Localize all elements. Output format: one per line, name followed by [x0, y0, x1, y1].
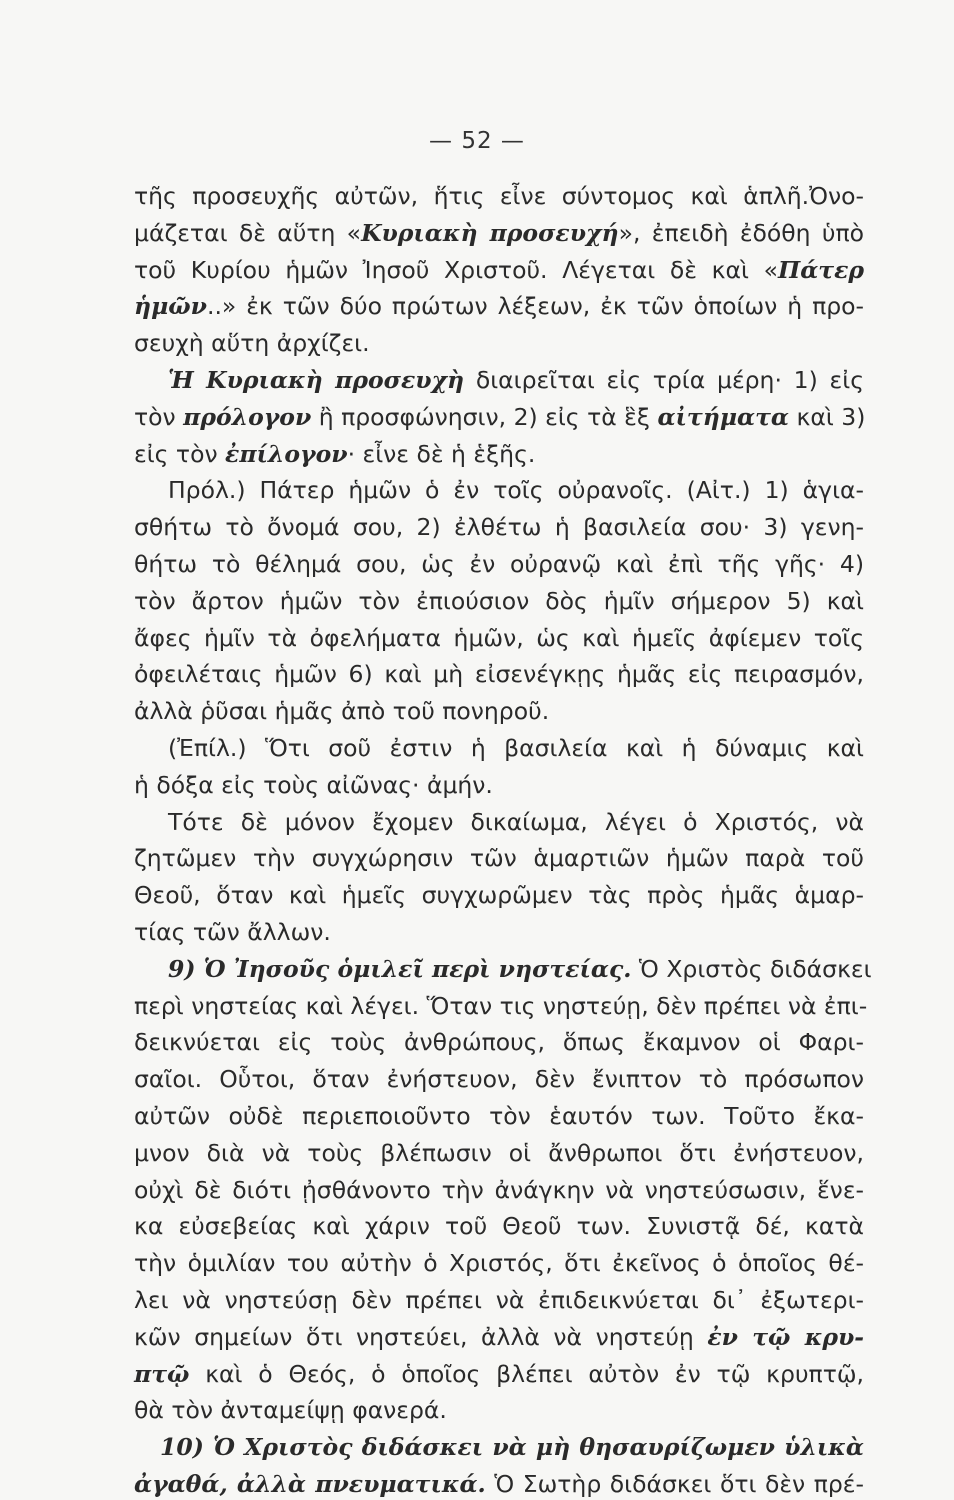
text-run: λει νὰ νηστεύσῃ δὲν πρέπει νὰ ἐπιδεικνύεται δι᾽ ἐξωτερι-: [134, 1285, 864, 1314]
text-run: τῆς προσευχῆς αὐτῶν, ἥτις εἶνε σύντομος καὶ ἁπλῆ.Ὀνο-: [134, 182, 864, 210]
text-line: [134, 767, 864, 804]
text-run: σαῖοι. Οὗτοι, ὅταν ἐνήστευον, δὲν ἔνιπτον τὸ πρόσωπον: [134, 1065, 864, 1094]
text-run: Τότε δὲ μόνον ἔχομεν δικαίωμα, λέγει ὁ Χριστός, νὰ: [168, 807, 864, 836]
text-line: [134, 1135, 864, 1172]
text-line: [134, 840, 864, 877]
italic-term: Πάτερ: [777, 255, 864, 284]
text-line: [134, 399, 864, 436]
text-run: ζητῶμεν τὴν συγχώρησιν τῶν ἁμαρτιῶν ἡμῶν παρὰ τοῦ: [134, 844, 864, 873]
text-run: καὶ 3): [789, 402, 866, 431]
italic-term: Κυριακὴ προσευχή: [361, 218, 619, 247]
text-line: [134, 1208, 864, 1245]
text-line: [134, 583, 864, 620]
text-run: οὐχὶ δὲ διότι ᾐσθάνοντο τὴν ἀνάγκην νὰ νηστεύσωσιν, ἕνε-: [134, 1175, 864, 1204]
text-run: σθήτω τὸ ὄνομά σου, 2) ἐλθέτω ἡ βασιλεία σου· 3) γενη-: [134, 513, 864, 542]
text-line: [134, 546, 864, 583]
text-run: μνον διὰ νὰ τοὺς βλέπωσιν οἱ ἄνθρωποι ὅτι ἐνήστευον,: [134, 1138, 864, 1167]
text-run: διαιρεῖται εἰς τρία μέρη· 1) εἰς: [464, 365, 864, 394]
text-run: ἀλλὰ ῥῦσαι ἡμᾶς ἀπὸ τοῦ πονηροῦ.: [134, 697, 550, 726]
text-run: αὐτῶν οὐδὲ περιεποιοῦντο τὸν ἑαυτόν των. Τοῦτο ἔκα-: [134, 1101, 864, 1130]
text-line: [134, 988, 868, 1025]
text-run: », ἐπειδὴ ἐδόθη ὑπὸ: [618, 218, 864, 247]
text-run: ἡ δόξα εἰς τοὺς αἰῶνας· ἀμήν.: [134, 770, 493, 799]
text-line: [134, 620, 864, 657]
text-run: τοῦ Κυρίου ἡμῶν Ἰησοῦ Χριστοῦ. Λέγεται δὲ καὶ «: [134, 255, 778, 284]
text-line: [134, 951, 872, 988]
text-line: [134, 1319, 864, 1356]
text-run: καὶ ὁ Θεός, ὁ ὁποῖος βλέπει αὐτὸν ἐν τῷ κρυπτῷ,: [189, 1359, 864, 1388]
body-text: [134, 178, 872, 1500]
text-run: σευχὴ αὕτη ἀρχίζει.: [134, 329, 370, 358]
text-run: τὸν: [134, 402, 184, 431]
italic-term: πτῷ: [134, 1359, 190, 1388]
text-line: [134, 1172, 864, 1209]
text-line: [134, 1245, 864, 1282]
text-run: ἄφες ἡμῖν τὰ ὀφελήματα ἡμῶν, ὡς καὶ ἡμεῖς ἀφίεμεν τοῖς: [134, 623, 864, 652]
italic-term: ἡμῶν: [134, 292, 207, 321]
text-line: [134, 656, 864, 693]
text-run: εἰς τὸν: [134, 439, 226, 468]
text-line: [134, 1098, 864, 1135]
text-line: [134, 1429, 864, 1466]
text-run: κῶν σημείων ὅτι νηστεύει, ἀλλὰ νὰ νηστεύῃ: [134, 1322, 708, 1351]
page-number: — 52 —: [429, 128, 525, 154]
text-run: Ὁ Σωτὴρ διδάσκει ὅτι δὲν πρέ-: [485, 1469, 864, 1498]
text-line: [134, 472, 864, 509]
italic-term: πρόλογον: [183, 402, 312, 431]
text-line: [134, 215, 864, 252]
text-line: [134, 288, 864, 325]
text-run: Θεοῦ, ὅταν καὶ ἡμεῖς συγχωρῶμεν τὰς πρὸς ἡμᾶς ἁμαρ-: [134, 881, 864, 910]
text-run: Ὁ Χριστὸς διδάσκει: [631, 954, 872, 983]
text-line: [134, 730, 864, 767]
italic-term: 10) Ὁ Χριστὸς διδάσκει νὰ μὴ θησαυρίζωμεν ὑλικὰ: [160, 1433, 864, 1462]
text-run: θὰ τὸν ἀνταμείψῃ φανερά.: [134, 1396, 447, 1425]
text-line: [134, 509, 864, 546]
text-line: [134, 252, 864, 289]
italic-term: αἰτήματα: [657, 402, 790, 431]
text-line: [134, 436, 864, 473]
text-line: [134, 362, 864, 399]
italic-term: ἐν τῷ κρυ-: [707, 1322, 865, 1351]
text-line: [134, 325, 864, 362]
text-run: τίας τῶν ἄλλων.: [134, 917, 331, 946]
text-run: ..» ἐκ τῶν δύο πρώτων λέξεων, ἐκ τῶν ὁποίων ἡ προ-: [206, 292, 864, 321]
text-line: [134, 877, 864, 914]
text-line: [134, 1356, 864, 1393]
text-line: [134, 1466, 864, 1500]
text-line: [134, 178, 864, 215]
text-line: [134, 914, 864, 951]
text-run: κα εὐσεβείας καὶ χάριν τοῦ Θεοῦ των. Συνιστᾷ δέ, κατὰ: [134, 1212, 864, 1241]
italic-term: Ἡ Κυριακὴ προσευχὴ: [168, 365, 465, 394]
text-line: [134, 1282, 864, 1319]
italic-term: 9) Ὁ Ἰησοῦς ὁμιλεῖ περὶ νηστείας.: [168, 954, 632, 983]
text-line: [134, 1392, 864, 1429]
italic-term: ἐπίλογον: [225, 439, 348, 468]
text-run: Πρόλ.) Πάτερ ἡμῶν ὁ ἐν τοῖς οὐρανοῖς. (Αἰτ.) 1) ἁγια-: [168, 476, 864, 505]
text-line: [134, 1024, 864, 1061]
text-run: δεικνύεται εἰς τοὺς ἀνθρώπους, ὅπως ἔκαμνον οἱ Φαρι-: [134, 1028, 864, 1057]
text-run: ἢ προσφώνησιν, 2) εἰς τὰ ἓξ: [311, 402, 658, 431]
text-run: (Ἐπίλ.) Ὅτι σοῦ ἐστιν ἡ βασιλεία καὶ ἡ δύναμις καὶ: [168, 733, 864, 762]
text-run: μάζεται δὲ αὕτη «: [134, 218, 362, 247]
text-line: [134, 693, 864, 730]
text-run: θήτω τὸ θέλημά σου, ὡς ἐν οὐρανῷ καὶ ἐπὶ τῆς γῆς· 4): [134, 549, 864, 578]
text-line: [134, 1061, 864, 1098]
text-run: · εἶνε δὲ ἡ ἑξῆς.: [347, 439, 536, 468]
text-run: τὸν ἄρτον ἡμῶν τὸν ἐπιούσιον δὸς ἡμῖν σήμερον 5) καὶ: [134, 586, 864, 615]
text-line: [134, 804, 864, 841]
text-run: περὶ νηστείας καὶ λέγει. Ὅταν τις νηστεύῃ, δὲν πρέπει νὰ ἐπι-: [134, 991, 868, 1020]
italic-term: ἀγαθά, ἀλλὰ πνευματικά.: [134, 1469, 486, 1498]
text-run: ὀφειλέταις ἡμῶν 6) καὶ μὴ εἰσενέγκῃς ἡμᾶς εἰς πειρασμόν,: [134, 660, 864, 689]
text-run: τὴν ὁμιλίαν του αὐτὴν ὁ Χριστός, ὅτι ἐκεῖνος ὁ ὁποῖος θέ-: [134, 1249, 864, 1278]
